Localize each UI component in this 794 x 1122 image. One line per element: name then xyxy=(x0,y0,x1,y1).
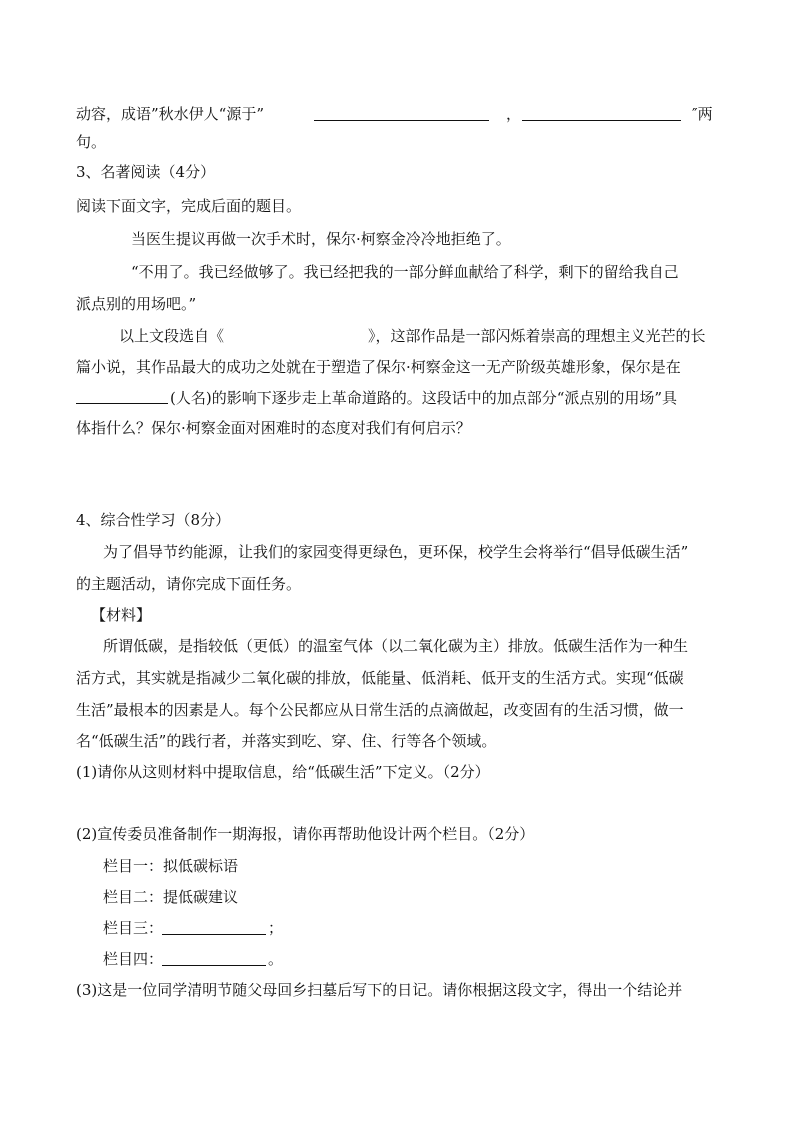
q4-column-3-end: ； xyxy=(268,919,284,937)
q3-question-line1-post: 》，这部作品是一部闪烁着崇高的理想主义光芒的长 xyxy=(368,327,706,345)
q2-line2: 句。 xyxy=(76,133,107,151)
q4-column-4-blank[interactable] xyxy=(162,951,266,966)
q3-instruction: 阅读下面文字，完成后面的题目。 xyxy=(76,197,302,215)
q4-subquestion-3: (3)这是一位同学清明节随父母回乡扫墓后写下的日记。请你根据这段文字，得出一个结论并 xyxy=(76,981,683,999)
q3-quote-line1: 当医生提议再做一次手术时，保尔·柯察金冷冷地拒绝了。 xyxy=(131,230,511,248)
q4-column-4-label: 栏目四： xyxy=(103,950,164,968)
q4-material-label: 【材料】 xyxy=(91,606,152,624)
q3-person-name-blank[interactable] xyxy=(76,389,168,404)
q3-question-line1-pre: 以上文段选自《 xyxy=(119,327,225,345)
q4-subquestion-1: (1)请你从这则材料中提取信息，给“低碳生活”下定义。（2分） xyxy=(76,763,490,781)
q3-question-line4: 体指什么？保尔·柯察金面对困难时的态度对我们有何启示？ xyxy=(76,419,471,437)
q2-line1-end: ″两 xyxy=(692,105,713,123)
q3-question-line3: (人名)的影响下逐步走上革命道路的。这段话中的加点部分“派点别的用场”具 xyxy=(170,389,678,407)
q4-material-line1: 所谓低碳，是指较低（更低）的温室气体（以二氧化碳为主）排放。低碳生活作为一种生 xyxy=(103,637,689,655)
q4-column-2: 栏目二：提低碳建议 xyxy=(103,888,239,906)
q4-heading: 4、综合性学习（8分） xyxy=(76,511,231,529)
q3-heading: 3、名著阅读（4分） xyxy=(76,163,216,181)
q2-answer-blank-2[interactable] xyxy=(522,106,681,121)
q4-material-line2: 活方式，其实就是指减少二氧化碳的排放，低能量、低消耗、低开支的生活方式。实现“低碳 xyxy=(76,669,684,687)
q4-column-3-blank[interactable] xyxy=(162,920,266,935)
q3-question-line2: 篇小说，其作品最大的成功之处就在于塑造了保尔·柯察金这一无产阶级英雄形象，保尔是在 xyxy=(76,358,681,376)
q4-column-3-label: 栏目三： xyxy=(103,919,164,937)
q2-comma: ， xyxy=(506,105,522,123)
q4-intro-line2: 的主题活动，请你完成下面任务。 xyxy=(76,575,302,593)
q4-subquestion-2: (2)宣传委员准备制作一期海报，请你再帮助他设计两个栏目。（2分） xyxy=(76,825,535,843)
q4-column-1: 栏目一：拟低碳标语 xyxy=(103,857,239,875)
q3-quote-line3: 派点别的用场吧。” xyxy=(76,295,197,313)
q4-intro-line1: 为了倡导节约能源，让我们的家园变得更绿色，更环保，校学生会将举行“倡导低碳生活” xyxy=(103,543,689,561)
q2-line1 xyxy=(76,104,264,124)
q2-answer-blank-1[interactable] xyxy=(314,106,489,121)
q3-quote-line2: “不用了。我已经做够了。我已经把我的一部分鲜血献给了科学，剩下的留给我自己 xyxy=(131,263,679,281)
q4-material-line3: 生活”最根本的因素是人。每个公民都应从日常生活的点滴做起，改变固有的生活习惯，做一 xyxy=(76,701,684,719)
q2-line1-text: 动容，成语”秋水伊人“源于” xyxy=(76,105,265,123)
q4-material-line4: 名“低碳生活”的践行者，并落实到吃、穿、住、行等各个领域。 xyxy=(76,732,497,750)
q4-column-4-end: 。 xyxy=(268,950,284,968)
